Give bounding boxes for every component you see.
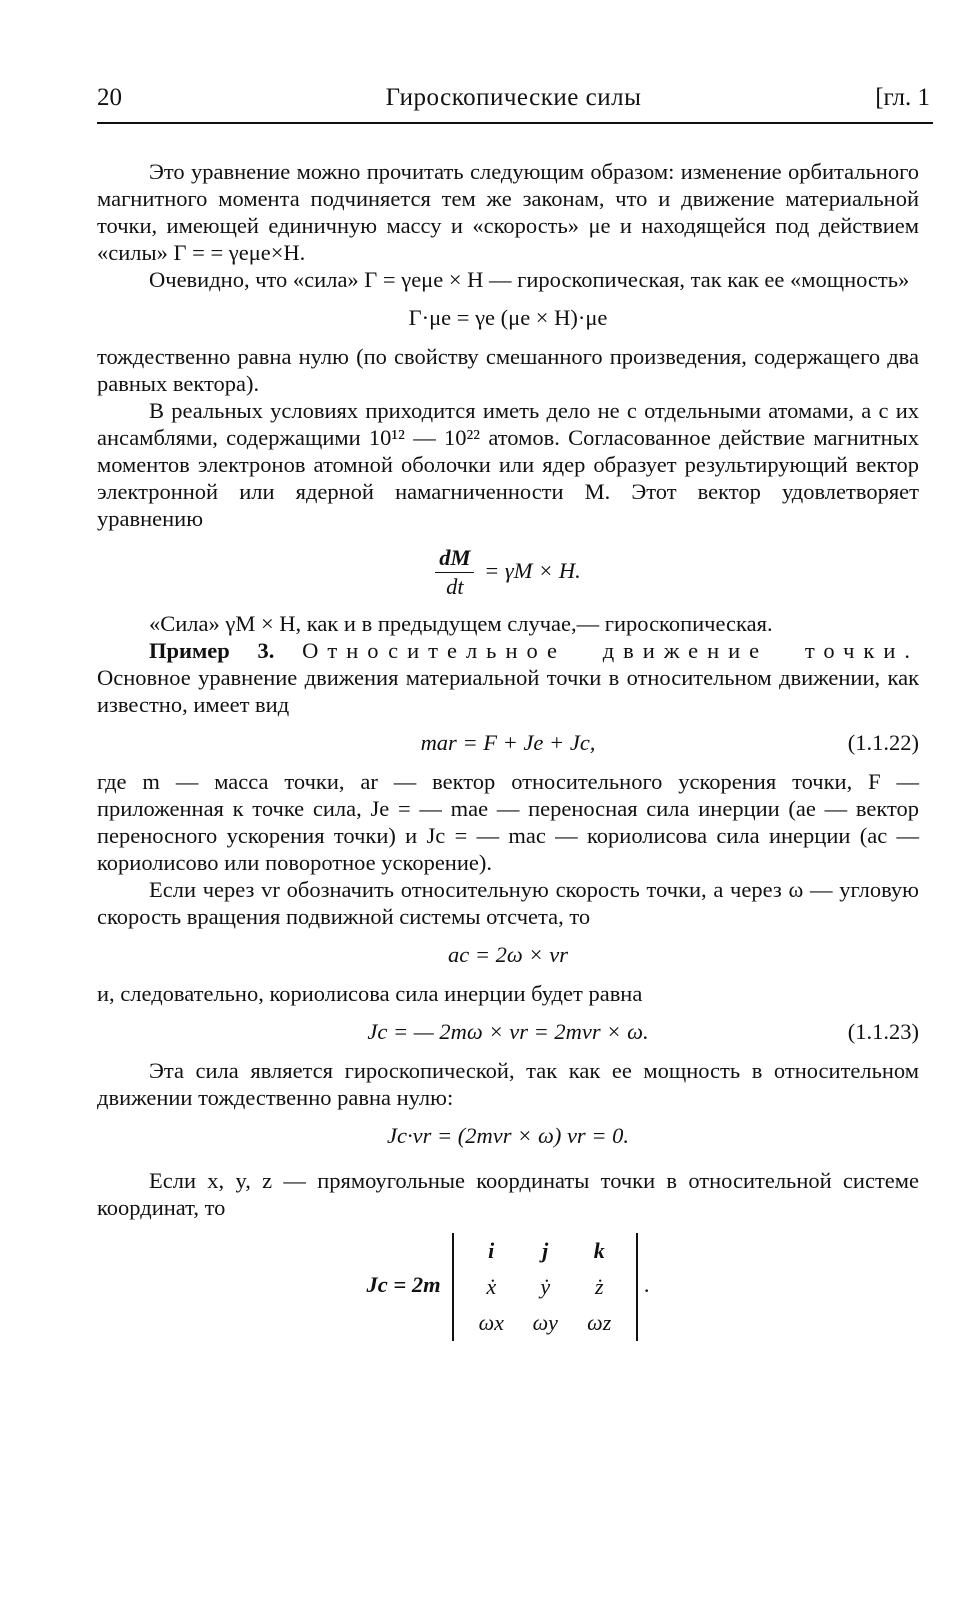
chapter-label: [гл. 1 [875,84,930,111]
equation-zero-power [97,1119,919,1153]
running-header [97,84,930,120]
equation-power [97,301,919,335]
equation-1-1-22 [97,726,919,760]
determinant-cell: ωz [587,1309,612,1335]
fraction-numerator: dM [435,544,474,573]
paragraph-coriolis-force: и, следовательно, кориолисова сила инерции будет равна [97,981,643,1006]
determinant-row [464,1305,626,1341]
paragraph-ensembles: В реальных условиях приходится иметь дело не с отдельными атомами, а с их ансамблями, содержащими 10¹² — 10²² атомов. Согласованное действие магнитных моментов электронов атомной оболочки или ядер образует результирующий вектор электронной или ядерной намагниченности M. Этот вектор удовлетворяет уравнению [97,398,919,531]
paragraph-definitions: где m — масса точки, ar — вектор относительного ускорения точки, F — приложенная к точке сила, Je = — mae — переносная сила инерции (ae — вектор переносного ускорения точки) и Jc = — mac — кориолисова сила инерции (ac — кориолисово или поворотное ускорение). [97,769,919,875]
paragraph-force-gyroscopic: «Сила» γM × H, как и в предыдущем случае,— гироскопическая. [149,611,773,636]
determinant-cell: ż [594,1273,604,1299]
equation-magnetization [97,540,919,602]
equation-determinant [97,1225,919,1345]
determinant-cell: i [488,1237,495,1263]
equation-zero-power-expr: Jc·vr = (2mvr × ω) vr = 0. [387,1123,629,1148]
paragraph-orbital-moment: Это уравнение можно прочитать следующим образом: изменение орбитального магнитного момента подчиняется тем же законам, что и движение материальной точки, имеющей единичную массу и «скорость» μe и находящейся под действием «силы» Γ = = γeμe×H. [97,159,919,265]
determinant-row [464,1233,626,1269]
determinant-matrix [452,1233,638,1341]
determinant-cell: ẋ [486,1273,497,1299]
equation-magnetization-rhs: = γM × H. [484,558,581,583]
determinant-cell: ωy [532,1309,558,1335]
fraction-denominator: dt [446,574,464,600]
page-number: 20 [97,84,122,111]
header-rule [97,122,933,124]
equation-1-1-23-number: (1.1.23) [847,1019,919,1044]
paragraph-gyroscopic-power: Эта сила является гироскопической, так как ее мощность в относительном движении тождественно равна нулю: [97,1058,919,1110]
paragraph-identically-zero: тождественно равна нулю (по свойству смешанного произведения, содержащего два равных вектора). [97,344,919,396]
equation-coriolis-acceleration-expr: ac = 2ω × vr [448,942,568,967]
example-label: Пример 3. [149,638,275,663]
determinant-end: . [643,1272,650,1297]
example-title: Относительное движение точки. [302,638,920,663]
paragraph-gyroscopic-force: Очевидно, что «сила» Γ = γeμe × H — гироскопическая, так как ее «мощность» [149,267,910,292]
page-body [97,158,919,1353]
equation-power-expr: Γ·μe = γe (μe × H)·μe [408,305,608,330]
equation-1-1-22-number: (1.1.22) [847,730,919,755]
example-text: Основное уравнение движения материальной точки в относительном движении, как известно, имеет вид [97,665,919,717]
paragraph-example-3 [97,637,919,718]
running-title: Гироскопические силы [385,84,642,111]
determinant-row [464,1269,626,1305]
equation-1-1-23 [97,1015,919,1049]
determinant-cell: k [593,1237,605,1263]
paragraph-relative-velocity: Если через vr обозначить относительную скорость точки, а через ω — угловую скорость вращения подвижной системы отсчета, то [97,877,919,929]
determinant-cell: j [542,1237,549,1263]
paragraph-coordinates: Если x, y, z — прямоугольные координаты точки в относительной системе координат, то [97,1168,919,1220]
fraction-dM-dt [435,544,474,601]
equation-1-1-22-expr: mar = F + Je + Jc, [420,730,596,755]
determinant-lhs: Jc = 2m [366,1272,441,1297]
equation-coriolis-acceleration [97,938,919,972]
equation-1-1-23-expr: Jc = — 2mω × vr = 2mvr × ω. [367,1019,649,1044]
determinant-cell: ωx [478,1309,504,1335]
determinant-cell: ẏ [540,1273,551,1299]
